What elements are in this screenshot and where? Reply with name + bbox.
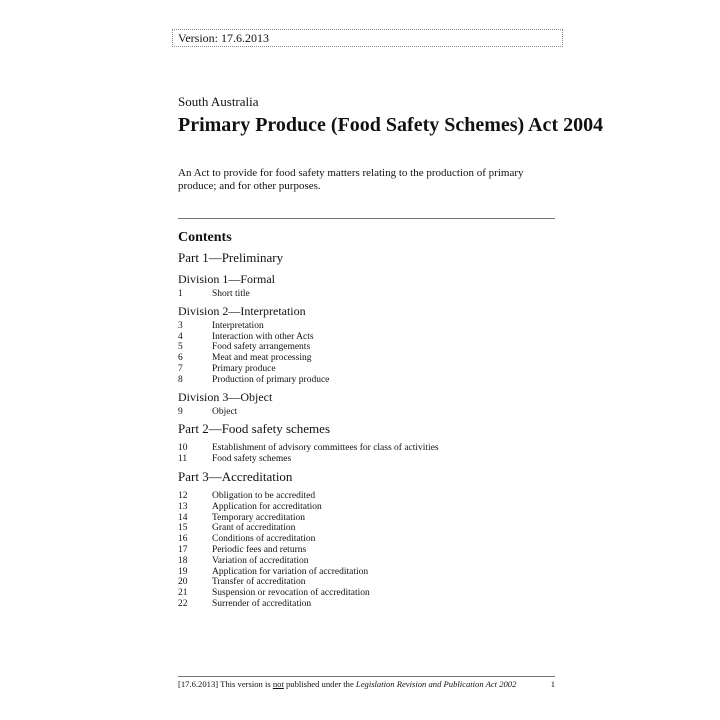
section-title: Interaction with other Acts [212, 331, 314, 342]
footer-act-name: Legislation Revision and Publication Act 2002 [355, 679, 517, 689]
version-box [172, 29, 563, 47]
section-title: Temporary accreditation [212, 512, 305, 523]
toc-entry[interactable] [178, 342, 558, 353]
section-title: Short title [212, 289, 250, 299]
section-title: Periodic fees and returns [212, 544, 307, 555]
section-title: Food safety arrangements [212, 342, 311, 353]
section-list [178, 443, 558, 465]
toc-entry[interactable] [178, 513, 558, 524]
section-number: 9 [178, 406, 183, 417]
toc-entry[interactable] [178, 534, 558, 545]
section-title: Transfer of accreditation [212, 577, 306, 588]
part-heading: Part 3—Accreditation [178, 468, 293, 484]
toc-entry[interactable] [178, 321, 558, 332]
toc-entry[interactable] [178, 556, 558, 567]
version-label: Version: 17.6.2013 [178, 31, 269, 45]
section-list [178, 407, 558, 418]
toc-entry[interactable] [178, 577, 558, 588]
section-title: Object [212, 406, 238, 417]
section-number: 15 [178, 523, 188, 534]
division-heading: Division 3—Object [178, 389, 273, 404]
section-number: 12 [178, 490, 188, 501]
section-number: 19 [178, 566, 188, 577]
section-list [178, 321, 558, 386]
section-title: Production of primary produce [212, 374, 330, 385]
divider [178, 218, 555, 219]
page-number: 1 [550, 679, 555, 689]
division-heading: Division 1—Formal [178, 272, 276, 286]
toc-entry[interactable] [178, 289, 558, 300]
section-title: Variation of accreditation [212, 555, 309, 566]
toc-entry[interactable] [178, 502, 558, 513]
section-title: Meat and meat processing [212, 353, 312, 364]
footer-divider [178, 676, 555, 677]
division-heading: Division 2—Interpretation [178, 303, 306, 318]
toc-entry[interactable] [178, 332, 558, 343]
toc-entry[interactable] [178, 443, 558, 454]
jurisdiction: South Australia [178, 94, 259, 109]
toc-entry[interactable] [178, 523, 558, 534]
toc-entry[interactable] [178, 407, 558, 418]
section-title: Application for variation of accreditation [212, 566, 369, 577]
section-number: 11 [178, 454, 188, 465]
section-number: 4 [178, 331, 183, 342]
table-of-contents [178, 250, 558, 614]
toc-entry[interactable] [178, 567, 558, 578]
section-number: 21 [178, 588, 188, 599]
section-list [178, 289, 558, 300]
part-heading: Part 1—Preliminary [178, 250, 284, 265]
toc-entry[interactable] [178, 588, 558, 599]
section-number: 14 [178, 512, 188, 523]
toc-entry[interactable] [178, 491, 558, 502]
part-heading: Part 2—Food safety schemes [178, 421, 331, 437]
section-number: 3 [178, 320, 183, 331]
section-title: Primary produce [212, 363, 276, 374]
section-number: 20 [178, 577, 188, 588]
section-title: Food safety schemes [212, 454, 292, 465]
section-number: 13 [178, 501, 188, 512]
section-number: 18 [178, 555, 188, 566]
section-title: Suspension or revocation of accreditation [212, 588, 370, 599]
page-footer [178, 679, 555, 690]
section-number: 8 [178, 374, 183, 385]
toc-entry[interactable] [178, 599, 558, 610]
section-list [178, 491, 558, 610]
section-number: 16 [178, 534, 188, 545]
footer-date: [17.6.2013] This version is [178, 679, 273, 689]
act-title: Primary Produce (Food Safety Schemes) Act 2004 [178, 114, 604, 136]
section-number: 7 [178, 363, 183, 374]
section-number: 17 [178, 544, 188, 555]
section-number: 1 [178, 289, 183, 299]
section-title: Surrender of accreditation [212, 598, 312, 609]
footer-not: not [272, 679, 284, 689]
long-title: An Act to provide for food safety matters relating to the production of primary produce; and for other purposes. [178, 167, 524, 192]
section-number: 5 [178, 342, 183, 353]
section-title: Grant of accreditation [212, 523, 296, 534]
section-title: Conditions of accreditation [212, 534, 316, 545]
toc-entry[interactable] [178, 364, 558, 375]
section-number: 6 [178, 353, 183, 364]
toc-entry[interactable] [178, 375, 558, 386]
section-number: 22 [178, 598, 188, 609]
section-number: 10 [178, 443, 188, 454]
toc-entry[interactable] [178, 545, 558, 556]
toc-entry[interactable] [178, 454, 558, 465]
section-title: Establishment of advisory committees for class of activities [212, 443, 439, 454]
contents-heading: Contents [178, 230, 232, 245]
toc-entry[interactable] [178, 353, 558, 364]
section-title: Interpretation [212, 320, 264, 331]
section-title: Obligation to be accredited [212, 490, 316, 501]
section-title: Application for accreditation [212, 501, 322, 512]
footer-middle: published under the [283, 679, 356, 689]
